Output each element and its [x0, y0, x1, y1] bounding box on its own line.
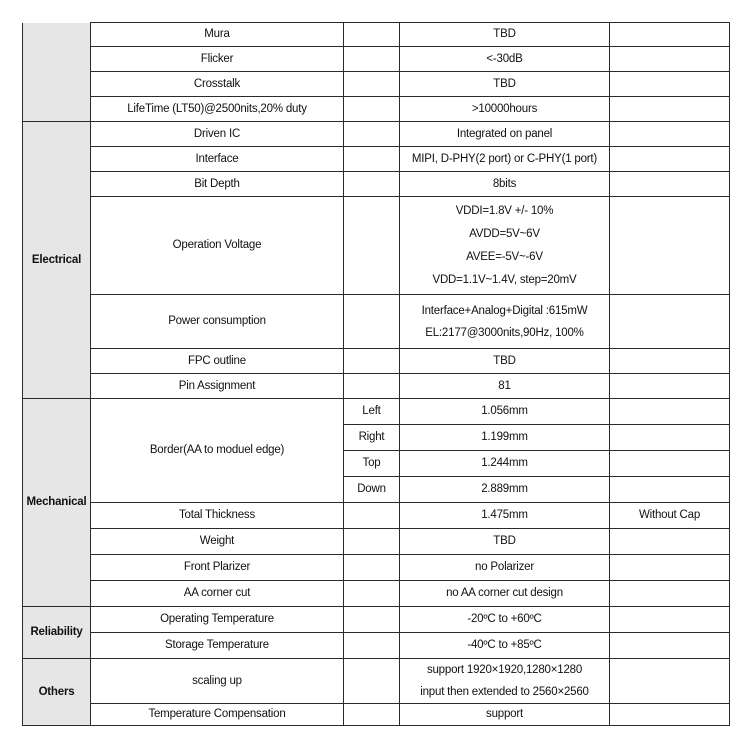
empty-cell: [344, 374, 400, 399]
row-label-aa-corner-cut: AA corner cut: [91, 581, 344, 607]
empty-cell: [344, 147, 400, 172]
row-label-mura: Mura: [91, 23, 344, 47]
empty-cell: [610, 633, 730, 659]
voltage-line: VDD=1.1V~1.4V, step=20mV: [432, 273, 577, 286]
empty-cell: [610, 555, 730, 581]
table-row: [23, 122, 730, 147]
row-label-flicker: Flicker: [91, 47, 344, 72]
empty-cell: [344, 633, 400, 659]
table-row: [23, 147, 730, 172]
scaling-line: support 1920×1920,1280×1280: [426, 664, 583, 676]
row-label-fpc-outline: FPC outline: [91, 349, 344, 374]
row-value-bit-depth: 8bits: [400, 172, 610, 197]
row-label-border: Border(AA to moduel edge): [91, 399, 344, 503]
table-row: [23, 72, 730, 97]
empty-cell: [610, 295, 730, 349]
empty-cell: [610, 581, 730, 607]
empty-cell: [610, 172, 730, 197]
empty-cell: [344, 122, 400, 147]
row-value-scaling-up: [400, 659, 610, 704]
empty-cell: [344, 97, 400, 122]
voltage-line: VDDI=1.8V +/- 10%: [455, 204, 554, 217]
row-value-driven-ic: Integrated on panel: [400, 122, 610, 147]
empty-cell: [344, 172, 400, 197]
voltage-line: AVDD=5V~6V: [469, 227, 540, 240]
table-row: [23, 295, 730, 349]
category-others: Others: [23, 659, 91, 726]
empty-cell: [610, 147, 730, 172]
empty-cell: [610, 659, 730, 704]
empty-cell: [344, 72, 400, 97]
empty-cell: [344, 659, 400, 704]
row-value-crosstalk: TBD: [400, 72, 610, 97]
row-value-operating-temperature: -20ºC to +60ºC: [400, 607, 610, 633]
empty-cell: [610, 97, 730, 122]
voltage-line: AVEE=-5V~-6V: [466, 250, 543, 263]
row-value-total-thickness: 1.475mm: [400, 503, 610, 529]
row-value-aa-corner-cut: no AA corner cut design: [400, 581, 610, 607]
row-value-mura: TBD: [400, 23, 610, 47]
row-value-fpc-outline: TBD: [400, 349, 610, 374]
row-value-operation-voltage: [400, 197, 610, 295]
empty-cell: [610, 197, 730, 295]
row-label-scaling-up: scaling up: [91, 659, 344, 704]
row-value-lifetime: >10000hours: [400, 97, 610, 122]
empty-cell: [610, 349, 730, 374]
empty-cell: [610, 374, 730, 399]
row-value-front-polarizer: no Polarizer: [400, 555, 610, 581]
table-row: [23, 633, 730, 659]
row-label-driven-ic: Driven IC: [91, 122, 344, 147]
row-label-weight: Weight: [91, 529, 344, 555]
table-row: [23, 529, 730, 555]
empty-cell: [610, 399, 730, 425]
table-row: [23, 349, 730, 374]
table-row: [23, 503, 730, 529]
table-row: [23, 581, 730, 607]
table-row: [23, 172, 730, 197]
row-label-total-thickness: Total Thickness: [91, 503, 344, 529]
spec-table: [22, 22, 730, 726]
row-label-operating-temperature: Operating Temperature: [91, 607, 344, 633]
table-row: [23, 399, 730, 425]
border-side-right: Right: [344, 425, 400, 451]
empty-cell: [344, 581, 400, 607]
row-label-front-polarizer: Front Plarizer: [91, 555, 344, 581]
empty-cell: [610, 72, 730, 97]
empty-cell: [610, 607, 730, 633]
row-label-interface: Interface: [91, 147, 344, 172]
row-value-storage-temperature: -40ºC to +85ºC: [400, 633, 610, 659]
empty-cell: [610, 47, 730, 72]
table-row: [23, 47, 730, 72]
border-value-left: 1.056mm: [400, 399, 610, 425]
category-electrical: Electrical: [23, 122, 91, 399]
empty-cell: [344, 555, 400, 581]
border-side-down: Down: [344, 477, 400, 503]
row-label-pin-assignment: Pin Assignment: [91, 374, 344, 399]
empty-cell: [344, 295, 400, 349]
empty-cell: [610, 451, 730, 477]
row-label-operation-voltage: Operation Voltage: [91, 197, 344, 295]
row-label-crosstalk: Crosstalk: [91, 72, 344, 97]
category-mechanical: Mechanical: [23, 399, 91, 607]
table-row: [23, 374, 730, 399]
empty-cell: [610, 704, 730, 726]
row-value-weight: TBD: [400, 529, 610, 555]
table-row: [23, 704, 730, 726]
row-value-power-consumption: [400, 295, 610, 349]
empty-cell: [344, 704, 400, 726]
empty-cell: [610, 23, 730, 47]
power-line: EL:2177@3000nits,90Hz, 100%: [425, 326, 584, 339]
empty-cell: [344, 197, 400, 295]
row-label-storage-temperature: Storage Temperature: [91, 633, 344, 659]
empty-cell: [610, 529, 730, 555]
row-label-bit-depth: Bit Depth: [91, 172, 344, 197]
border-value-top: 1.244mm: [400, 451, 610, 477]
row-note-total-thickness: Without Cap: [610, 503, 730, 529]
table-row: [23, 197, 730, 295]
row-label-lifetime: LifeTime (LT50)@2500nits,20% duty: [91, 97, 344, 122]
table-row: [23, 659, 730, 704]
row-value-temperature-compensation: support: [400, 704, 610, 726]
table-row: [23, 555, 730, 581]
border-side-top: Top: [344, 451, 400, 477]
row-value-pin-assignment: 81: [400, 374, 610, 399]
table-row: [23, 97, 730, 122]
empty-cell: [344, 529, 400, 555]
row-label-power-consumption: Power consumption: [91, 295, 344, 349]
category-cell-top: [23, 23, 91, 122]
border-value-down: 2.889mm: [400, 477, 610, 503]
category-reliability: Reliability: [23, 607, 91, 659]
empty-cell: [344, 607, 400, 633]
empty-cell: [610, 425, 730, 451]
border-value-right: 1.199mm: [400, 425, 610, 451]
empty-cell: [344, 23, 400, 47]
empty-cell: [344, 47, 400, 72]
row-value-flicker: <-30dB: [400, 47, 610, 72]
scaling-line: input then extended to 2560×2560: [420, 686, 589, 698]
row-value-interface: MIPI, D-PHY(2 port) or C-PHY(1 port): [400, 147, 610, 172]
border-side-left: Left: [344, 399, 400, 425]
table-row: [23, 607, 730, 633]
empty-cell: [610, 477, 730, 503]
power-line: Interface+Analog+Digital :615mW: [421, 304, 588, 317]
empty-cell: [344, 349, 400, 374]
table-row: [23, 23, 730, 47]
row-label-temperature-compensation: Temperature Compensation: [91, 704, 344, 726]
empty-cell: [610, 122, 730, 147]
empty-cell: [344, 503, 400, 529]
